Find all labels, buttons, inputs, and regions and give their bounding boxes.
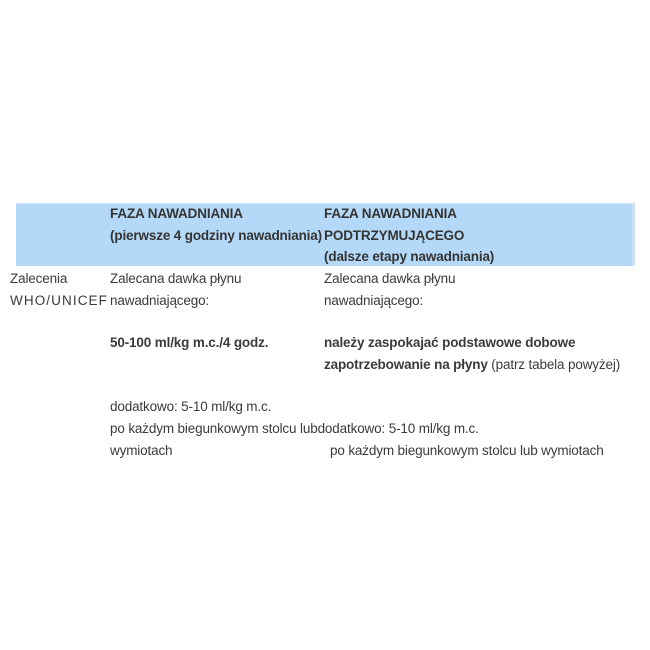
phase1-extra-line2: po każdym biegunkowym stolcu lub (110, 421, 318, 436)
phase1-dose: 50-100 ml/kg m.c./4 godz. (110, 335, 269, 350)
phase2-dose-line2-bold: zapotrzebowanie na płyny (324, 357, 488, 372)
overflow-line (110, 421, 479, 436)
header-phase2-title: FAZA NAWADNIANIA (324, 206, 457, 221)
phase1-extra-line3: wymiotach (110, 443, 173, 458)
phase2-extra-line1: dodatkowo: 5-10 ml/kg m.c. (317, 421, 479, 436)
header-phase2-title2: PODTRZYMUJĄCEGO (324, 228, 465, 243)
phase2-extra-line2: po każdym biegunkowym stolcu lub wymiotach (330, 443, 604, 458)
phase2-dose-line2 (324, 357, 620, 372)
row-label-line2: WHO/UNICEF (10, 293, 108, 308)
header-phase1-subtitle: (pierwsze 4 godziny nawadniania) (110, 228, 322, 243)
phase2-intro-line1: Zalecana dawka płynu (324, 271, 456, 286)
phase1-intro-line2: nawadniającego: (110, 293, 210, 308)
row-label-line1: Zalecenia (10, 271, 68, 286)
phase2-dose-line2-note: (patrz tabela powyżej) (487, 357, 621, 372)
phase1-intro-line1: Zalecana dawka płynu (110, 271, 242, 286)
phase2-dose-line1: należy zaspokajać podstawowe dobowe (324, 335, 576, 350)
header-phase1-title: FAZA NAWADNIANIA (110, 206, 243, 221)
phase1-extra-line1: dodatkowo: 5-10 ml/kg m.c. (110, 399, 272, 414)
phase2-intro-line2: nawadniającego: (324, 293, 424, 308)
header-phase2-subtitle: (dalsze etapy nawadniania) (324, 249, 495, 264)
